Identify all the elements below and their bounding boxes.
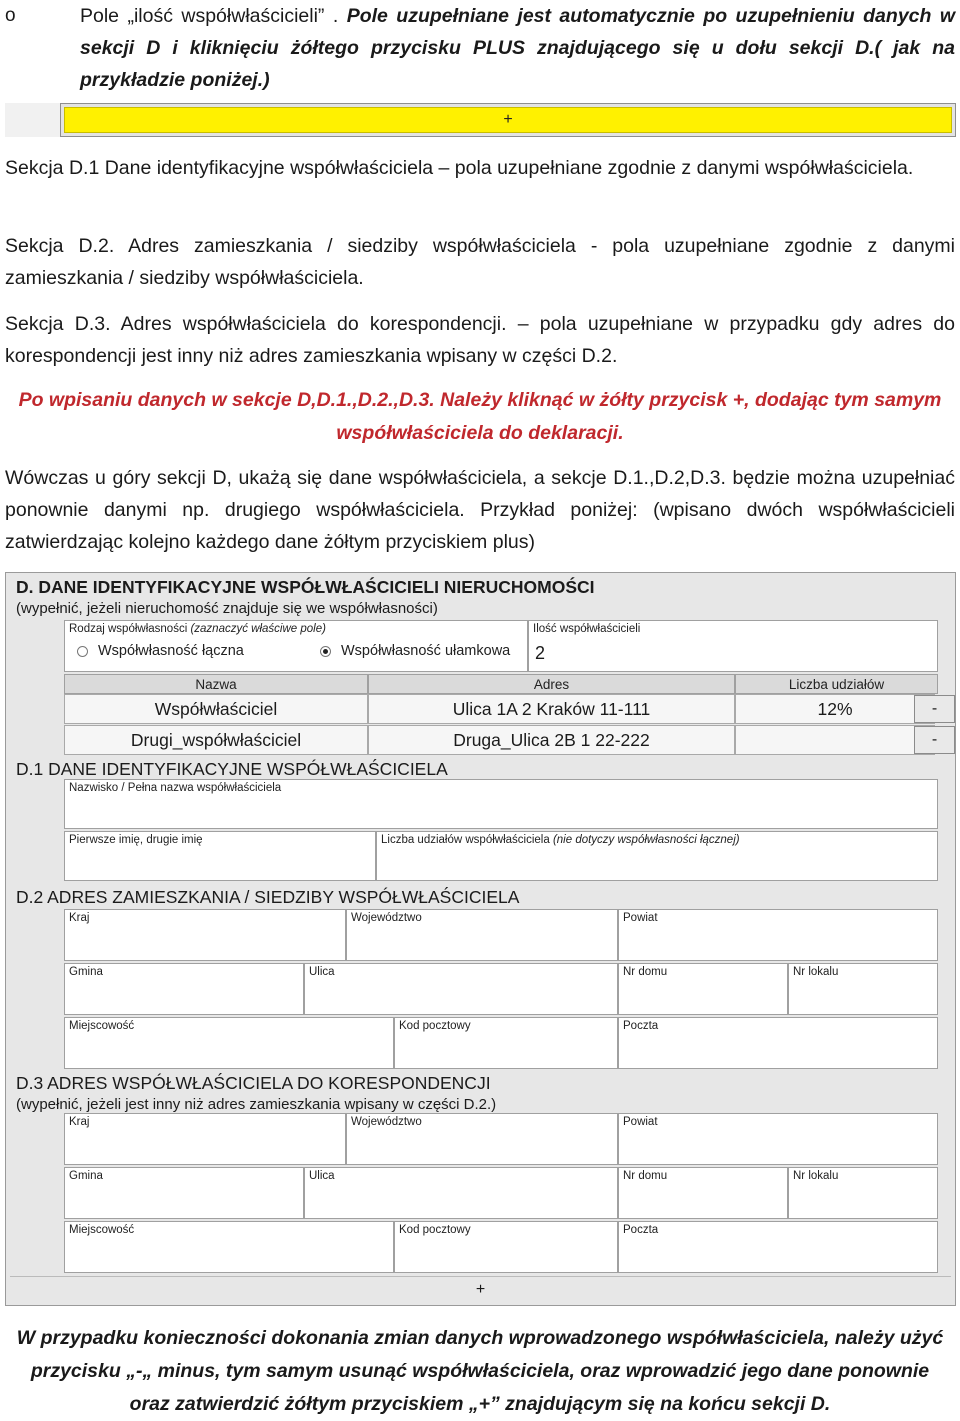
- option-laczna-label: Współwłasność łączna: [98, 643, 244, 659]
- d2-miejscowosc-label: Miejscowość: [69, 1020, 135, 1032]
- section-d2-title: D.2 ADRES ZAMIESZKANIA / SIEDZIBY WSPÓŁWŁAŚCICIELA: [16, 887, 520, 907]
- intro-bullet: [5, 0, 955, 96]
- d3-ulica-field[interactable]: [304, 1167, 618, 1219]
- d2-nr-lokalu-label: Nr lokalu: [793, 966, 839, 978]
- d2-kod-label: Kod pocztowy: [399, 1020, 471, 1032]
- d3-kraj-label: Kraj: [69, 1116, 90, 1128]
- paragraph-d3-body: Adres współwłaściciela do korespondencji. – pola uzupełniane w przypadku gdy adres do korespondencji jest inny niż adres zamieszkania wpisany w części D.2.: [5, 313, 955, 367]
- d2-gmina-label: Gmina: [69, 966, 103, 978]
- udzial-hint: (nie dotyczy współwłasności łącznej): [552, 834, 740, 846]
- bullet-marker: o: [5, 5, 16, 26]
- d2-kod-field[interactable]: [394, 1017, 618, 1069]
- d3-miejscowosc-label: Miejscowość: [69, 1224, 135, 1236]
- d3-ulica-label: Ulica: [309, 1170, 335, 1182]
- d3-powiat-field[interactable]: [618, 1113, 938, 1165]
- column-header-nazwa: Nazwa: [64, 674, 368, 694]
- column-header-udzial: Liczba udziałów: [735, 674, 938, 694]
- d3-miejscowosc-field[interactable]: [64, 1221, 394, 1273]
- imie-field[interactable]: [64, 831, 376, 881]
- d2-kraj-label: Kraj: [69, 912, 90, 924]
- paragraph-d3-head: Sekcja D.3.: [5, 313, 111, 335]
- paragraph-d1-head: Sekcja D.1: [5, 157, 100, 179]
- d3-wojewodztwo-label: Województwo: [351, 1116, 422, 1128]
- d2-nr-domu-label: Nr domu: [623, 966, 668, 978]
- row2-udzial: [735, 725, 935, 755]
- plus-bar-example: [60, 103, 956, 137]
- d2-poczta-label: Poczta: [623, 1020, 659, 1032]
- d2-wojewodztwo-label: Województwo: [351, 912, 422, 924]
- d2-nr-domu-field[interactable]: [618, 963, 788, 1015]
- radio-laczna[interactable]: [77, 646, 88, 657]
- d3-powiat-label: Powiat: [623, 1116, 658, 1128]
- bullet-text: [80, 0, 955, 96]
- form-plus-button[interactable]: +: [10, 1276, 951, 1302]
- imie-label: Pierwsze imię, drugie imię: [69, 834, 203, 846]
- udzial-field[interactable]: [376, 831, 938, 881]
- ilosc-wspolwlascicieli-field: [528, 620, 938, 672]
- d2-poczta-field[interactable]: [618, 1017, 938, 1069]
- d2-powiat-field[interactable]: [618, 909, 938, 961]
- row1-minus-button[interactable]: -: [914, 695, 955, 723]
- d3-poczta-label: Poczta: [623, 1224, 659, 1236]
- udzial-label: Liczba udziałów współwłaściciela: [381, 834, 550, 846]
- row1-nazwa: Współwłaściciel: [64, 694, 368, 724]
- bullet-lead: Pole „ilość współwłaścicieli” .: [80, 5, 339, 27]
- radio-ulamkowa[interactable]: [320, 646, 331, 657]
- rodzaj-label: Rodzaj współwłasności: [69, 623, 188, 635]
- red-instruction-line1: Po wpisaniu danych w sekcje D,D.1.,D.2.,D.3. Należy kliknąć w żółty przycisk +, dodając tym samym: [18, 389, 942, 411]
- footer-line1: W przypadku konieczności dokonania zmian danych wprowadzonego współwłaściciela, należy użyć: [16, 1327, 944, 1349]
- section-d3-title: D.3 ADRES WSPÓŁWŁAŚCICIELA DO KORESPONDENCJI: [16, 1073, 491, 1093]
- row1-udzial: 12%: [735, 694, 935, 724]
- option-laczna[interactable]: [77, 643, 244, 659]
- option-ulamkowa[interactable]: [320, 643, 510, 659]
- paragraph-result: Wówczas u góry sekcji D, ukażą się dane współwłaściciela, a sekcje D.1.,D.2,D.3. będzie można uzupełniać ponownie danymi np. drugiego współwłaściciela. Przykład poniżej: (wpisano dwóch współwłaścicieli zatwierdzając kolejno każdego dane żółtym przyciskiem plus): [5, 467, 955, 553]
- d2-gmina-field[interactable]: [64, 963, 304, 1015]
- column-header-adres: Adres: [368, 674, 735, 694]
- section-d3-subtitle: (wypełnić, jeżeli jest inny niż adres zamieszkania wpisany w części D.2.): [16, 1096, 497, 1113]
- d3-nr-domu-field[interactable]: [618, 1167, 788, 1219]
- nazwisko-field[interactable]: [64, 779, 938, 829]
- paragraph-d3: [5, 308, 955, 372]
- rodzaj-hint: (zaznaczyć właściwe pole): [190, 623, 326, 635]
- paragraph-d2-body: Adres zamieszkania / siedziby współwłaściciela - pola uzupełniane zgodnie z danymi zamieszkania / siedziby współwłaściciela.: [5, 235, 955, 289]
- footer-line2: przycisku „-„ minus, tym samym usunąć współwłaściciela, oraz wprowadzić jego dane ponownie: [30, 1360, 930, 1382]
- footer-instruction: [5, 1322, 955, 1421]
- d3-nr-lokalu-field[interactable]: [788, 1167, 938, 1219]
- footer-line3: oraz zatwierdzić żółtym przyciskiem „+” znajdującym się na końcu sekcji D.: [129, 1393, 831, 1415]
- row2-minus-button[interactable]: -: [914, 726, 955, 754]
- row1-adres: Ulica 1A 2 Kraków 11-111: [368, 694, 735, 724]
- section-d1-title: D.1 DANE IDENTYFIKACYJNE WSPÓŁWŁAŚCICIELA: [16, 759, 448, 779]
- paragraph-d1-body: Dane identyfikacyjne współwłaściciela – pola uzupełniane zgodnie z danymi współwłaściciela.: [99, 157, 914, 179]
- d2-nr-lokalu-field[interactable]: [788, 963, 938, 1015]
- row2-nazwa: Drugi_współwłaściciel: [64, 725, 368, 755]
- d2-ulica-label: Ulica: [309, 966, 335, 978]
- d2-powiat-label: Powiat: [623, 912, 658, 924]
- d2-kraj-field[interactable]: [64, 909, 346, 961]
- nazwisko-label: Nazwisko / Pełna nazwa współwłaściciela: [69, 782, 282, 794]
- section-d-title: D. DANE IDENTYFIKACYJNE WSPÓŁWŁAŚCICIELI NIERUCHOMOŚCI: [16, 577, 595, 597]
- paragraph-d2-head: Sekcja D.2.: [5, 235, 115, 257]
- form-example: [5, 572, 956, 1306]
- d3-nr-lokalu-label: Nr lokalu: [793, 1170, 839, 1182]
- d3-nr-domu-label: Nr domu: [623, 1170, 668, 1182]
- d3-gmina-field[interactable]: [64, 1167, 304, 1219]
- bullet-emphasis: Pole uzupełniane jest automatycznie po uzupełnieniu danych w sekcji D i kliknięciu żółtego przycisku PLUS znajdującego się u dołu sekcji D.( jak na przykładzie poniżej.): [80, 5, 956, 91]
- d3-kod-field[interactable]: [394, 1221, 618, 1273]
- d3-kraj-field[interactable]: [64, 1113, 346, 1165]
- rodzaj-wspolwlasnosci-field: [64, 620, 528, 672]
- section-d-subtitle: (wypełnić, jeżeli nieruchomość znajduje się we współwłasności): [16, 600, 438, 617]
- d3-kod-label: Kod pocztowy: [399, 1224, 471, 1236]
- plus-bar-gutter: [5, 103, 61, 137]
- d2-wojewodztwo-field[interactable]: [346, 909, 618, 961]
- option-ulamkowa-label: Współwłasność ułamkowa: [341, 643, 511, 659]
- ilosc-value: 2: [535, 643, 546, 663]
- d2-ulica-field[interactable]: [304, 963, 618, 1015]
- d3-gmina-label: Gmina: [69, 1170, 103, 1182]
- d3-wojewodztwo-field[interactable]: [346, 1113, 618, 1165]
- ilosc-label: Ilość współwłaścicieli: [533, 623, 641, 635]
- red-instruction-line2: współwłaściciela do deklaracji.: [336, 422, 624, 444]
- d2-miejscowosc-field[interactable]: [64, 1017, 394, 1069]
- paragraph-d1: [5, 152, 955, 184]
- yellow-plus-button[interactable]: +: [64, 107, 952, 133]
- row2-adres: Druga_Ulica 2B 1 22-222: [368, 725, 735, 755]
- paragraph-d2: [5, 230, 955, 294]
- d3-poczta-field[interactable]: [618, 1221, 938, 1273]
